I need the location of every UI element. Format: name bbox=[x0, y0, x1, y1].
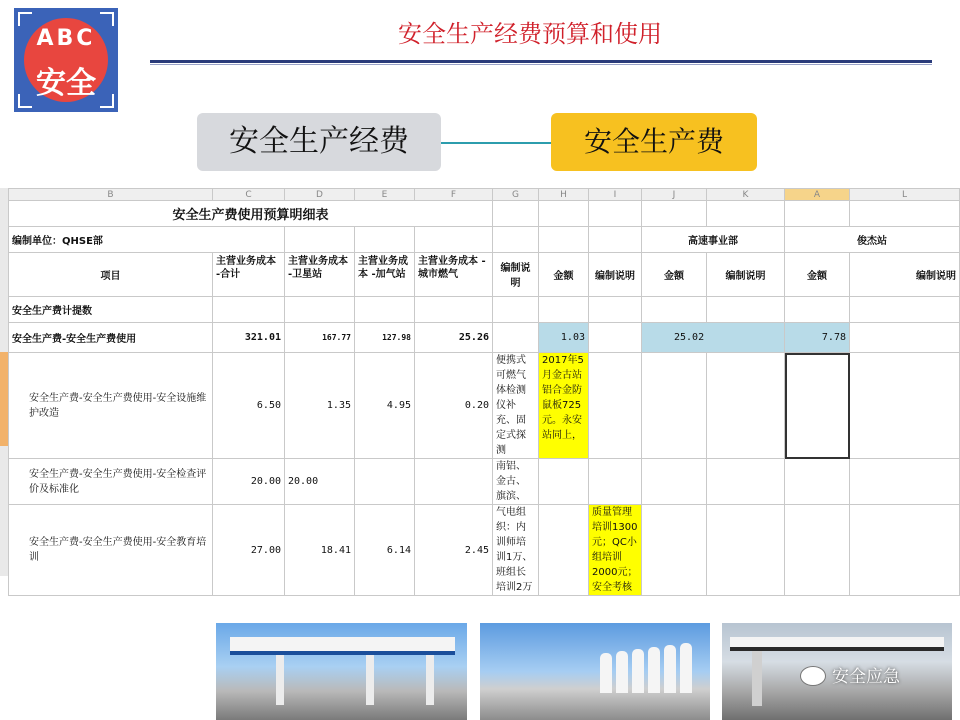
column-letter[interactable]: H bbox=[539, 189, 589, 201]
cell[interactable] bbox=[415, 297, 493, 323]
division-1-header[interactable]: 高速事业部 bbox=[642, 227, 785, 253]
cell[interactable] bbox=[589, 353, 642, 459]
row-note[interactable]: 气电组织：内训师培训1万、班组长培训2万 bbox=[493, 505, 539, 596]
header-amount[interactable]: 金额 bbox=[642, 253, 707, 297]
row-item[interactable]: 安全生产费-安全生产费使用-安全设施维护改造 bbox=[9, 353, 213, 459]
cell[interactable] bbox=[539, 227, 589, 253]
logo-corner-tr bbox=[100, 12, 114, 26]
connector-line bbox=[441, 142, 551, 144]
cell[interactable] bbox=[355, 227, 415, 253]
cell[interactable] bbox=[589, 323, 642, 353]
row-jiaqi[interactable]: 127.98 bbox=[355, 323, 415, 353]
cell[interactable] bbox=[642, 459, 707, 505]
row-weixing[interactable]: 18.41 bbox=[285, 505, 355, 596]
budget-spreadsheet bbox=[0, 188, 960, 593]
title-underline-thin bbox=[150, 64, 932, 65]
logo-corner-bl bbox=[18, 94, 32, 108]
logo-line-2: 安全 bbox=[36, 66, 96, 101]
cell[interactable] bbox=[642, 201, 707, 227]
row-note[interactable]: 便携式可燃气体检测仪补充、固定式探测 bbox=[493, 353, 539, 459]
row-amount-3[interactable]: 7.78 bbox=[785, 323, 850, 353]
division-2-header[interactable]: 俊杰站 bbox=[785, 227, 960, 253]
cell[interactable] bbox=[589, 459, 642, 505]
lng-tank bbox=[648, 647, 660, 693]
safety-funds-box: 安全生产经费 bbox=[197, 113, 441, 171]
cell[interactable] bbox=[355, 459, 415, 505]
cell[interactable] bbox=[285, 297, 355, 323]
header-cost-jiaqi[interactable]: 主营业务成本 -加气站 bbox=[355, 253, 415, 297]
header-row bbox=[9, 253, 960, 297]
cell[interactable] bbox=[589, 201, 642, 227]
row-weixing[interactable]: 167.77 bbox=[285, 323, 355, 353]
header-cost-weixing[interactable]: 主营业务成本 -卫星站 bbox=[285, 253, 355, 297]
cell[interactable] bbox=[850, 201, 960, 227]
column-letter[interactable]: C bbox=[213, 189, 285, 201]
lng-tank bbox=[600, 653, 612, 693]
column-letter[interactable]: G bbox=[493, 189, 539, 201]
cell[interactable] bbox=[850, 297, 960, 323]
column-letter-selected[interactable]: A bbox=[785, 189, 850, 201]
table-row bbox=[9, 323, 960, 353]
column-letter[interactable]: E bbox=[355, 189, 415, 201]
row-item[interactable]: 安全生产费-安全生产费使用-安全检查评价及标准化 bbox=[9, 459, 213, 505]
abc-safety-logo bbox=[14, 8, 118, 112]
cell[interactable] bbox=[785, 459, 850, 505]
header-note-2[interactable]: 编制说明 bbox=[850, 253, 960, 297]
selected-cell[interactable] bbox=[785, 353, 850, 459]
lng-tank bbox=[664, 645, 676, 693]
cell[interactable] bbox=[785, 201, 850, 227]
cell[interactable] bbox=[642, 505, 707, 596]
column-letter[interactable]: L bbox=[850, 189, 960, 201]
cell[interactable] bbox=[539, 297, 589, 323]
cell[interactable] bbox=[707, 297, 785, 323]
cell[interactable] bbox=[589, 297, 642, 323]
row-amount-1[interactable]: 1.03 bbox=[539, 323, 589, 353]
logo-corner-br bbox=[100, 94, 114, 108]
table-row bbox=[9, 459, 960, 505]
station-pillar bbox=[276, 655, 284, 705]
cell[interactable] bbox=[850, 459, 960, 505]
row-weixing[interactable]: 1.35 bbox=[285, 353, 355, 459]
cell[interactable] bbox=[355, 297, 415, 323]
row-city[interactable]: 25.26 bbox=[415, 323, 493, 353]
cell[interactable] bbox=[415, 459, 493, 505]
column-letter-row bbox=[9, 189, 960, 201]
cell[interactable] bbox=[785, 297, 850, 323]
cell[interactable] bbox=[642, 297, 707, 323]
row-note-highlight[interactable]: 质量管理培训1300元；QC小组培训2000元；安全考核 bbox=[589, 505, 642, 596]
cell[interactable] bbox=[707, 201, 785, 227]
row-note-highlight[interactable]: 2017年5月金古站铝合金防鼠板725元。永安站同上， bbox=[539, 353, 589, 459]
logo-corner-tl bbox=[18, 12, 32, 26]
row-item[interactable]: 安全生产费-安全生产费使用-安全教育培训 bbox=[9, 505, 213, 596]
table-title-row bbox=[9, 201, 960, 227]
header-note-2[interactable]: 编制说明 bbox=[589, 253, 642, 297]
lng-tank bbox=[616, 651, 628, 693]
cell[interactable] bbox=[493, 201, 539, 227]
cell[interactable] bbox=[850, 323, 960, 353]
logo-line-1: ABC bbox=[36, 26, 96, 51]
row-city[interactable]: 2.45 bbox=[415, 505, 493, 596]
row-note[interactable]: 南铝、金古、旗滨、 bbox=[493, 459, 539, 505]
row-total[interactable]: 321.01 bbox=[213, 323, 285, 353]
entrance-canopy bbox=[730, 637, 944, 651]
column-letter[interactable]: I bbox=[589, 189, 642, 201]
cell[interactable] bbox=[539, 201, 589, 227]
cell[interactable] bbox=[285, 227, 355, 253]
wechat-icon bbox=[800, 666, 826, 686]
unit-row bbox=[9, 227, 960, 253]
station-canopy bbox=[230, 637, 455, 655]
table-row bbox=[9, 505, 960, 596]
budget-table bbox=[8, 188, 960, 596]
header-cost-total[interactable]: 主营业务成本 -合计 bbox=[213, 253, 285, 297]
cell[interactable] bbox=[493, 297, 539, 323]
cell[interactable] bbox=[707, 459, 785, 505]
row-city[interactable]: 0.20 bbox=[415, 353, 493, 459]
cell[interactable] bbox=[707, 353, 785, 459]
title-underline bbox=[150, 60, 932, 63]
column-letter[interactable]: F bbox=[415, 189, 493, 201]
table-title[interactable]: 安全生产费使用预算明细表 bbox=[9, 201, 493, 227]
row-item[interactable]: 安全生产费计提数 bbox=[9, 297, 213, 323]
station-pillar bbox=[426, 655, 434, 705]
row-amount-2[interactable]: 25.02 bbox=[642, 323, 785, 353]
cell[interactable] bbox=[539, 505, 589, 596]
unit-label[interactable]: 编制单位：QHSE部 bbox=[9, 227, 285, 253]
cell[interactable] bbox=[707, 505, 785, 596]
column-letter[interactable]: J bbox=[642, 189, 707, 201]
column-letter[interactable]: B bbox=[9, 189, 213, 201]
row-total[interactable]: 20.00 bbox=[213, 459, 285, 505]
cell[interactable] bbox=[213, 297, 285, 323]
column-letter[interactable]: K bbox=[707, 189, 785, 201]
header-amount[interactable]: 金额 bbox=[785, 253, 850, 297]
row-total[interactable]: 27.00 bbox=[213, 505, 285, 596]
row-jiaqi[interactable]: 6.14 bbox=[355, 505, 415, 596]
safety-cost-box: 安全生产费 bbox=[551, 113, 757, 171]
entrance-pillar bbox=[752, 651, 762, 706]
header-item[interactable]: 项目 bbox=[9, 253, 213, 297]
cell[interactable] bbox=[589, 227, 642, 253]
cell[interactable] bbox=[850, 505, 960, 596]
cell[interactable] bbox=[493, 227, 539, 253]
table-row bbox=[9, 353, 960, 459]
cell[interactable] bbox=[415, 227, 493, 253]
cell[interactable] bbox=[785, 505, 850, 596]
lng-tank-photo bbox=[480, 623, 710, 720]
header-cost-city[interactable]: 主营业务成本 -城市燃气 bbox=[415, 253, 493, 297]
gas-station-photo bbox=[216, 623, 467, 720]
header-note-2[interactable]: 编制说明 bbox=[707, 253, 785, 297]
lng-tank bbox=[680, 643, 692, 693]
lng-tank bbox=[632, 649, 644, 693]
cell[interactable] bbox=[539, 459, 589, 505]
row-jiaqi[interactable]: 4.95 bbox=[355, 353, 415, 459]
cell[interactable] bbox=[850, 353, 960, 459]
station-pillar bbox=[366, 655, 374, 705]
row-header-selection bbox=[0, 352, 8, 446]
row-item[interactable]: 安全生产费-安全生产费使用 bbox=[9, 323, 213, 353]
column-letter[interactable]: D bbox=[285, 189, 355, 201]
cell[interactable] bbox=[493, 323, 539, 353]
slide-title: 安全生产经费预算和使用 bbox=[398, 20, 662, 48]
header-amount[interactable]: 金额 bbox=[539, 253, 589, 297]
header-note[interactable]: 编制说明 bbox=[493, 253, 539, 297]
row-weixing[interactable]: 20.00 bbox=[285, 459, 355, 505]
cell[interactable] bbox=[642, 353, 707, 459]
watermark: 安全应急 bbox=[832, 667, 900, 687]
row-total[interactable]: 6.50 bbox=[213, 353, 285, 459]
table-row bbox=[9, 297, 960, 323]
